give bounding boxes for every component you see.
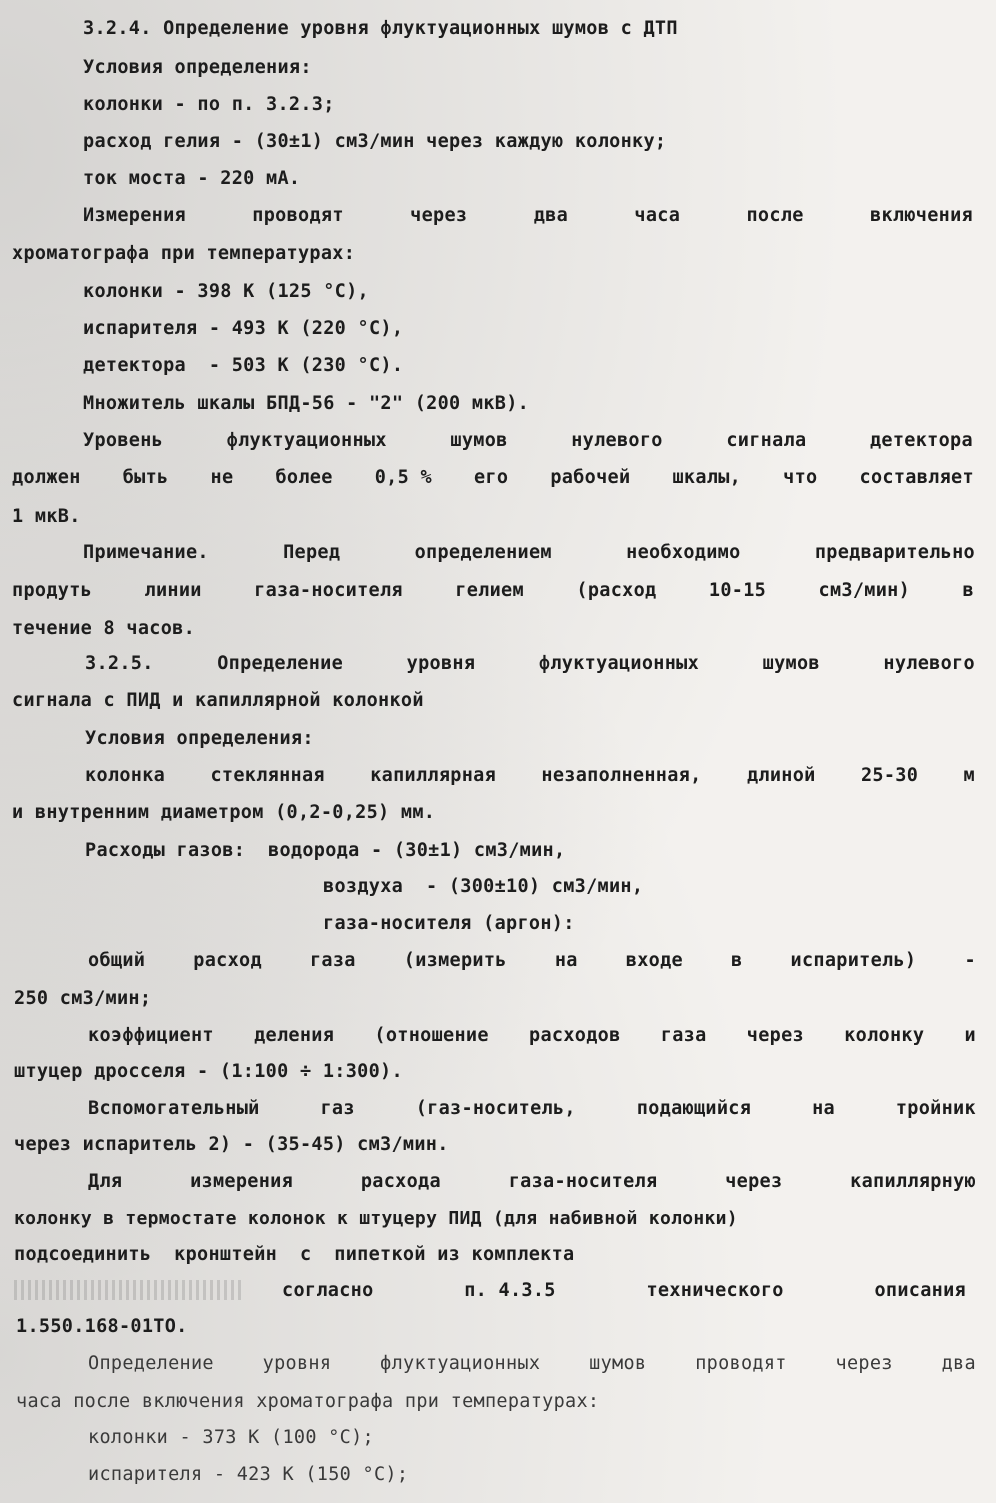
word: общий [88, 950, 146, 971]
word: два [533, 205, 569, 226]
text-line: хроматографа при температурах: [12, 243, 356, 264]
word: (расход [576, 580, 657, 601]
word: см3/мин) [818, 580, 911, 601]
text-line: ток моста - 220 мА. [83, 168, 301, 189]
word: 0,5 % [374, 467, 432, 488]
word: 10-15 [708, 580, 767, 601]
word: уровня [262, 1353, 332, 1374]
word: испаритель) [790, 950, 917, 971]
word: сигнала [726, 430, 807, 451]
word: подающийся [636, 1098, 752, 1119]
justified-line [83, 430, 973, 452]
word: деления [254, 1025, 335, 1046]
word: газа-носителя [508, 1171, 658, 1192]
text-line: детектора - 503 К (230 °С). [83, 355, 404, 376]
word: 25-30 [860, 765, 919, 786]
word: включения [870, 205, 973, 226]
word: Определение [217, 653, 344, 674]
text-line: расход гелия - (30±1) см3/мин через каждую колонку; [83, 131, 667, 152]
word: и [964, 1025, 976, 1046]
word: часа [634, 205, 681, 226]
word: расходов [529, 1025, 621, 1046]
word: на [812, 1098, 835, 1119]
word: технического [646, 1280, 784, 1301]
word: два [941, 1353, 976, 1374]
justified-line [88, 1353, 976, 1375]
section-heading-3-2-4: 3.2.4. Определение уровня флуктуационных шумов с ДТП [83, 18, 678, 39]
text-line: колонки - 398 К (125 °С), [83, 281, 369, 302]
word: газ [320, 1098, 355, 1119]
text-line: сигнала с ПИД и капиллярной колонкой [12, 690, 424, 711]
word: незаполненная, [541, 765, 702, 786]
word: что [783, 467, 818, 488]
word: предварительно [814, 542, 975, 563]
text-line: Расходы газов: водорода - (30±1) см3/мин, [85, 840, 566, 861]
word: капиллярная [370, 765, 497, 786]
text-line: и внутренним диаметром (0,2-0,25) мм. [12, 802, 436, 823]
word: п. 4.3.5 [464, 1280, 556, 1301]
justified-line [88, 1171, 976, 1193]
word: колонка [85, 765, 166, 786]
word: детектора [869, 430, 973, 451]
note-line [83, 542, 975, 564]
word: флуктуационных [538, 653, 700, 674]
word: (измерить [403, 950, 507, 971]
word: колонку [844, 1025, 925, 1046]
conditions-label: Условия определения: [83, 57, 312, 78]
word: флуктуационных [380, 1353, 541, 1374]
word: расхода [360, 1171, 441, 1192]
word: через [835, 1353, 893, 1374]
word: через [410, 205, 468, 226]
text-line: колонки - по п. 3.2.3; [83, 94, 335, 115]
word: м [963, 765, 975, 786]
word: Для [88, 1171, 123, 1192]
text-line: штуцер дросселя - (1:100 ÷ 1:300). [14, 1061, 403, 1082]
text-line: 250 см3/мин; [14, 988, 152, 1009]
justified-line [83, 205, 973, 227]
word: стеклянная [210, 765, 325, 786]
word: (газ-носитель, [415, 1098, 576, 1119]
word: через [746, 1025, 804, 1046]
word: шумов [450, 430, 508, 451]
word: в [731, 950, 743, 971]
word: шумов [589, 1353, 647, 1374]
word: составляет [859, 467, 974, 488]
text-line: Множитель шкалы БПД-56 - "2" (200 мкВ). [83, 393, 530, 414]
justified-line [85, 765, 975, 787]
justified-line [12, 580, 974, 602]
text-line: 1 мкВ. [12, 506, 81, 527]
word: проводят [695, 1353, 787, 1374]
word: проводят [252, 205, 344, 226]
word: тройник [895, 1098, 976, 1119]
word: быть [122, 467, 169, 488]
word: коэффициент [88, 1025, 214, 1046]
justified-line [12, 467, 974, 489]
word: расход [193, 950, 262, 971]
justified-line [282, 1280, 966, 1302]
word: газа [309, 950, 356, 971]
justified-line [88, 950, 976, 972]
word: (отношение [374, 1025, 489, 1046]
word: длиной [746, 765, 816, 786]
word: Вспомогательный [88, 1098, 260, 1119]
text-line: часа после включения хроматографа при температурах: [16, 1391, 600, 1412]
text-line: подсоединить кронштейн с пипеткой из комплекта [14, 1244, 575, 1265]
word: Определение [88, 1353, 214, 1374]
text-line: воздуха - (300±10) см3/мин, [323, 876, 644, 897]
word: нулевого [883, 653, 975, 674]
word: в [962, 580, 974, 601]
text-line: испарителя - 493 К (220 °С), [83, 318, 404, 339]
justified-line [88, 1098, 976, 1120]
word: необходимо [626, 542, 741, 563]
text-line: газа-носителя (аргон): [323, 913, 575, 934]
word: шкалы, [672, 467, 742, 488]
word: более [275, 467, 333, 488]
word: гелием [455, 580, 524, 601]
word: измерения [190, 1171, 294, 1192]
word: не [210, 467, 234, 488]
word: газа-носителя [254, 580, 403, 601]
word: - [964, 950, 976, 971]
word: продуть [12, 580, 93, 601]
word: газа [660, 1025, 707, 1046]
word: должен [12, 467, 81, 488]
conditions-label: Условия определения: [85, 728, 314, 749]
word: на [554, 950, 578, 971]
justified-line [88, 1025, 976, 1047]
word: входе [625, 950, 683, 971]
word: Уровень [83, 430, 164, 451]
word: шумов [762, 653, 820, 674]
text-line: испарителя - 423 К (150 °С); [88, 1464, 409, 1485]
word: уровня [406, 653, 476, 674]
document-code: 1.550.168-01ТО. [16, 1316, 188, 1337]
word: согласно [282, 1280, 374, 1301]
word: Перед [283, 542, 341, 563]
word: описания [874, 1280, 966, 1301]
text-line: течение 8 часов. [12, 618, 196, 639]
section-heading-3-2-5 [85, 653, 975, 675]
text-line: колонку в термостате колонок к штуцеру ПИД (для набивной колонки) [14, 1208, 738, 1229]
word: Измерения [83, 205, 186, 226]
smudged-area [14, 1280, 244, 1300]
word: 3.2.5. [85, 653, 154, 674]
word: Примечание. [83, 542, 209, 563]
word: через [725, 1171, 783, 1192]
text-line: через испаритель 2) - (35-45) см3/мин. [14, 1134, 449, 1155]
word: определением [414, 542, 552, 563]
word: нулевого [571, 430, 663, 451]
word: флуктуационных [226, 430, 387, 451]
text-line: колонки - 373 К (100 °С); [88, 1427, 374, 1448]
word: рабочей [550, 467, 631, 488]
word: линии [144, 580, 202, 601]
word: после [746, 205, 804, 226]
word: его [473, 467, 509, 488]
word: капиллярную [850, 1171, 976, 1192]
